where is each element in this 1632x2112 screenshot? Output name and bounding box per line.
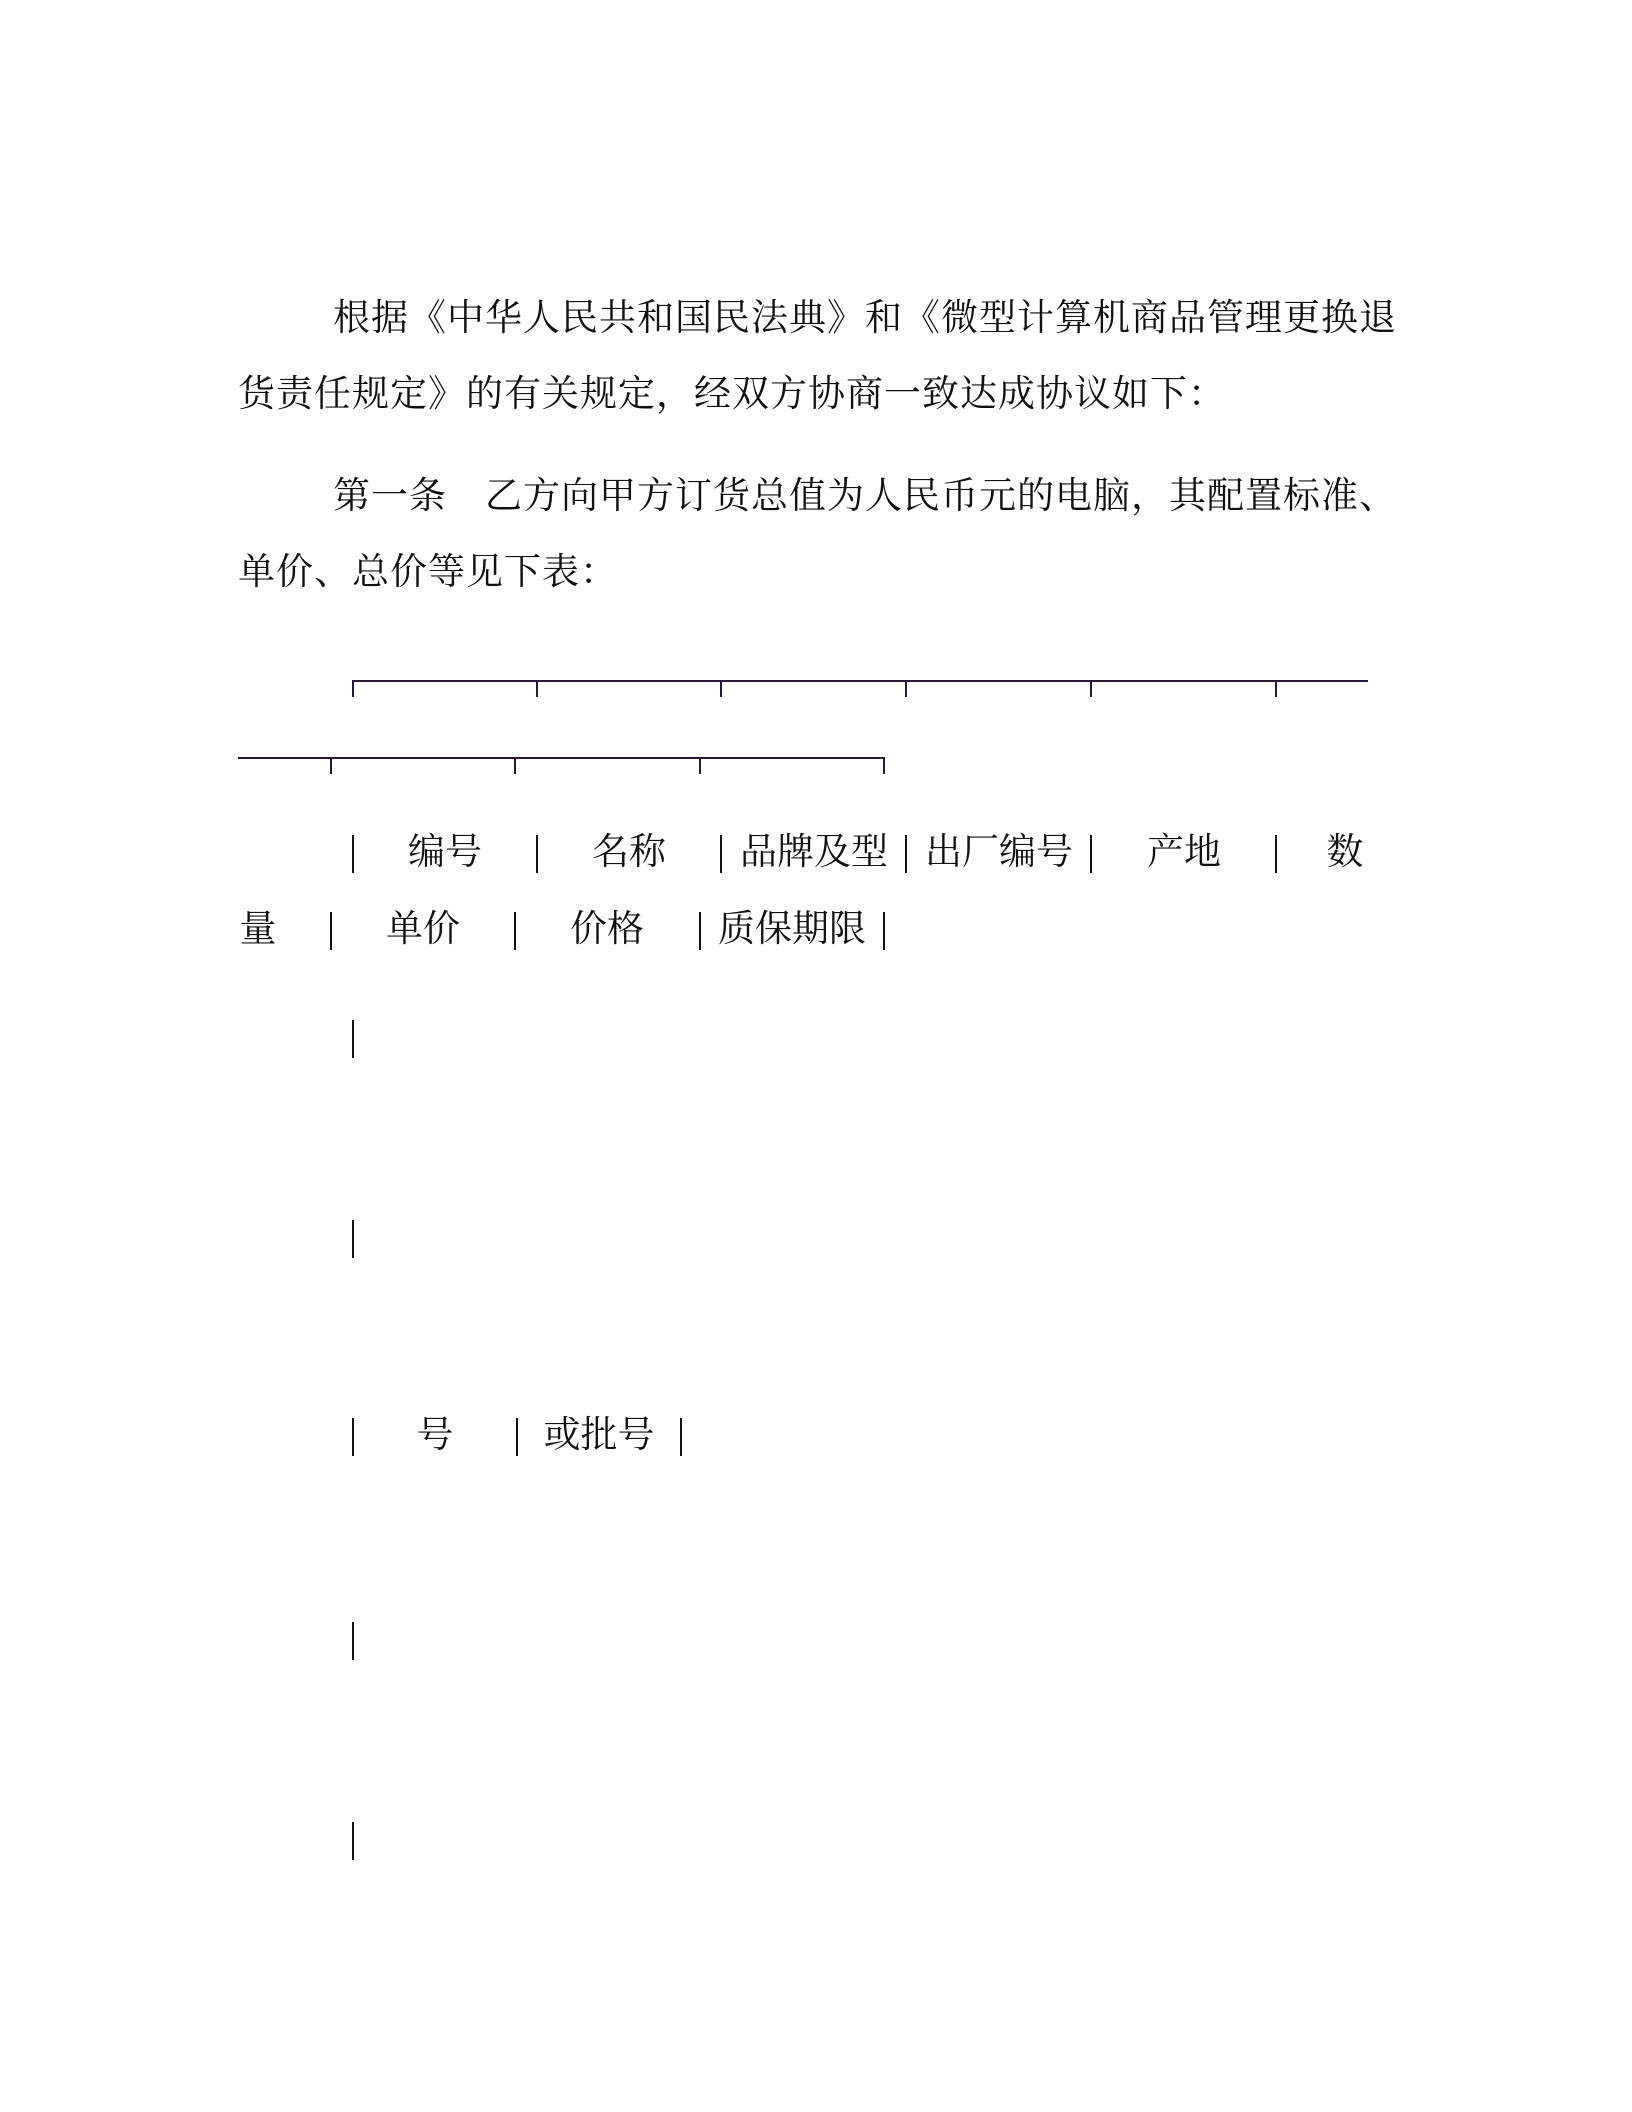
table-top-rule xyxy=(238,757,884,759)
header-cell: 产地 xyxy=(1147,830,1221,873)
column-separator xyxy=(883,912,885,950)
continuation-cell: 号 xyxy=(416,1413,454,1456)
column-separator xyxy=(352,1418,354,1456)
column-separator xyxy=(720,835,722,873)
table-rule-tick xyxy=(1275,680,1277,697)
table-rule-tick xyxy=(536,680,538,697)
table-rule-tick xyxy=(1090,680,1092,697)
article-line: 第一条 乙方向甲方订货总值为人民币元的电脑，其配置标准、 xyxy=(333,474,1397,517)
row-separator xyxy=(352,1220,354,1258)
header-cell: 名称 xyxy=(592,830,666,873)
column-separator xyxy=(1090,835,1092,873)
table-rule-tick xyxy=(720,680,722,697)
column-separator xyxy=(699,912,701,950)
row-separator xyxy=(352,1822,354,1860)
column-separator xyxy=(1275,835,1277,873)
table-rule-tick xyxy=(905,680,907,697)
paragraph-line: 货责任规定》的有关规定，经双方协商一致达成协议如下： xyxy=(238,372,1226,415)
paragraph-line: 根据《中华人民共和国民法典》和《微型计算机商品管理更换退 xyxy=(333,296,1397,339)
header-cell: 价格 xyxy=(570,907,644,950)
article-line: 单价、总价等见下表： xyxy=(238,550,618,593)
column-separator xyxy=(905,835,907,873)
table-rule-tick xyxy=(514,757,516,774)
table-rule-tick xyxy=(883,757,885,774)
header-cell: 编号 xyxy=(408,830,482,873)
header-cell: 数 xyxy=(1326,830,1364,873)
header-cell: 出厂编号 xyxy=(925,830,1073,873)
table-top-rule xyxy=(352,680,1368,682)
header-cell: 单价 xyxy=(386,907,460,950)
header-cell: 品牌及型 xyxy=(740,830,888,873)
table-rule-tick xyxy=(330,757,332,774)
column-separator xyxy=(330,912,332,950)
column-separator xyxy=(352,835,354,873)
header-cell: 量 xyxy=(239,907,277,950)
column-separator xyxy=(516,1418,518,1456)
table-rule-tick xyxy=(352,680,354,697)
row-separator xyxy=(352,1622,354,1660)
header-cell: 质保期限 xyxy=(718,907,866,950)
continuation-cell: 或批号 xyxy=(543,1413,655,1456)
column-separator xyxy=(680,1418,682,1456)
row-separator xyxy=(352,1020,354,1058)
table-rule-tick xyxy=(699,757,701,774)
column-separator xyxy=(536,835,538,873)
column-separator xyxy=(514,912,516,950)
